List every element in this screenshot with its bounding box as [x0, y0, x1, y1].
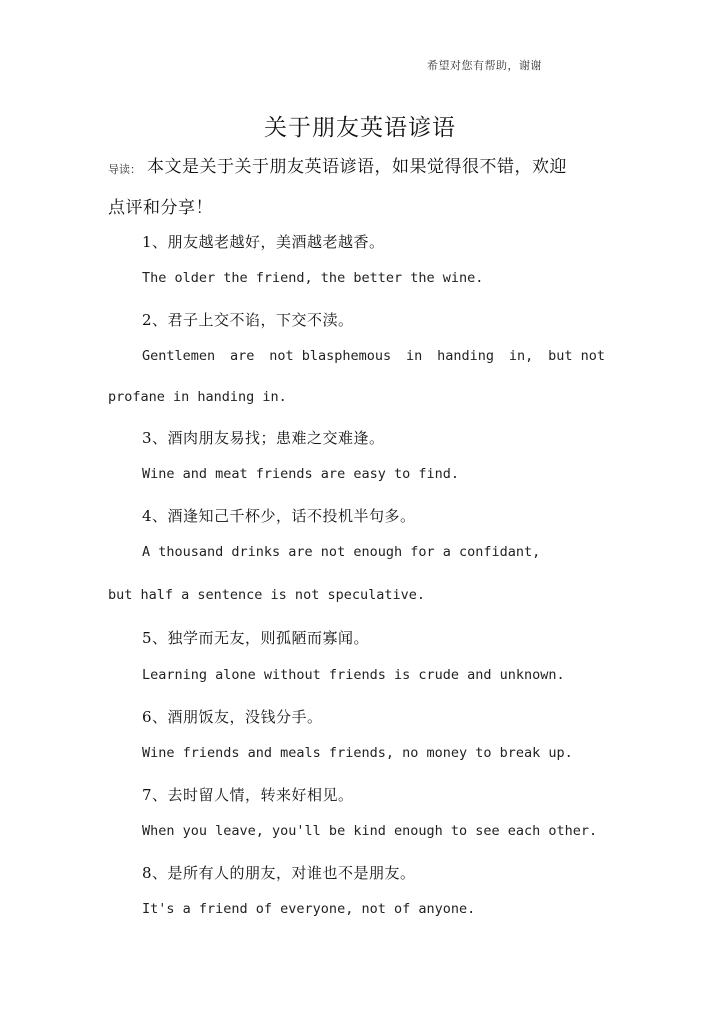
page-title: 关于朋友英语谚语	[264, 115, 456, 141]
proverb-5-chinese: 5、独学而无友，则孤陋而寡闻。	[142, 629, 370, 647]
intro-label: 导读：	[108, 163, 141, 176]
proverb-4-english-line-1: A thousand drinks are not enough for a confidant,	[142, 544, 541, 560]
proverb-3-english: Wine and meat friends are easy to find.	[142, 466, 459, 482]
intro-text-line-2: 点评和分享！	[108, 198, 213, 218]
word: but not	[548, 348, 605, 364]
proverb-8-english: It's a friend of everyone, not of anyone.	[142, 901, 476, 917]
word: handing	[437, 348, 495, 364]
proverb-3-chinese: 3、酒肉朋友易找；患难之交难逢。	[142, 429, 385, 447]
proverb-8-chinese: 8、是所有人的朋友，对谁也不是朋友。	[142, 864, 416, 882]
proverb-4-english-line-2: but half a sentence is not speculative.	[108, 587, 425, 603]
proverb-7-english: When you leave, you'll be kind enough to see each other.	[142, 823, 598, 839]
word: in,	[508, 348, 534, 364]
header-note: 希望对您有帮助，谢谢	[427, 59, 542, 72]
proverb-2-english-line-1	[142, 348, 605, 364]
word: in	[406, 348, 423, 364]
proverb-7-chinese: 7、去时留人情，转来好相见。	[142, 786, 354, 804]
proverb-6-chinese: 6、酒朋饭友，没钱分手。	[142, 708, 323, 726]
proverb-6-english: Wine friends and meals friends, no money to break up.	[142, 745, 573, 761]
proverb-5-english: Learning alone without friends is crude and unknown.	[142, 667, 565, 683]
word: Gentlemen	[142, 348, 216, 364]
proverb-2-chinese: 2、君子上交不谄，下交不渎。	[142, 311, 354, 329]
intro-text-line-1: 本文是关于关于朋友英语谚语，如果觉得很不错，欢迎	[147, 157, 567, 177]
proverb-1-english: The older the friend, the better the wine.	[142, 270, 484, 286]
proverb-1-chinese: 1、朋友越老越好，美酒越老越香。	[142, 233, 385, 251]
word: not blasphemous	[269, 348, 392, 364]
proverb-2-english-line-2: profane in handing in.	[108, 389, 287, 405]
word: are	[230, 348, 255, 364]
proverb-4-chinese: 4、酒逢知己千杯少，话不投机半句多。	[142, 507, 416, 525]
